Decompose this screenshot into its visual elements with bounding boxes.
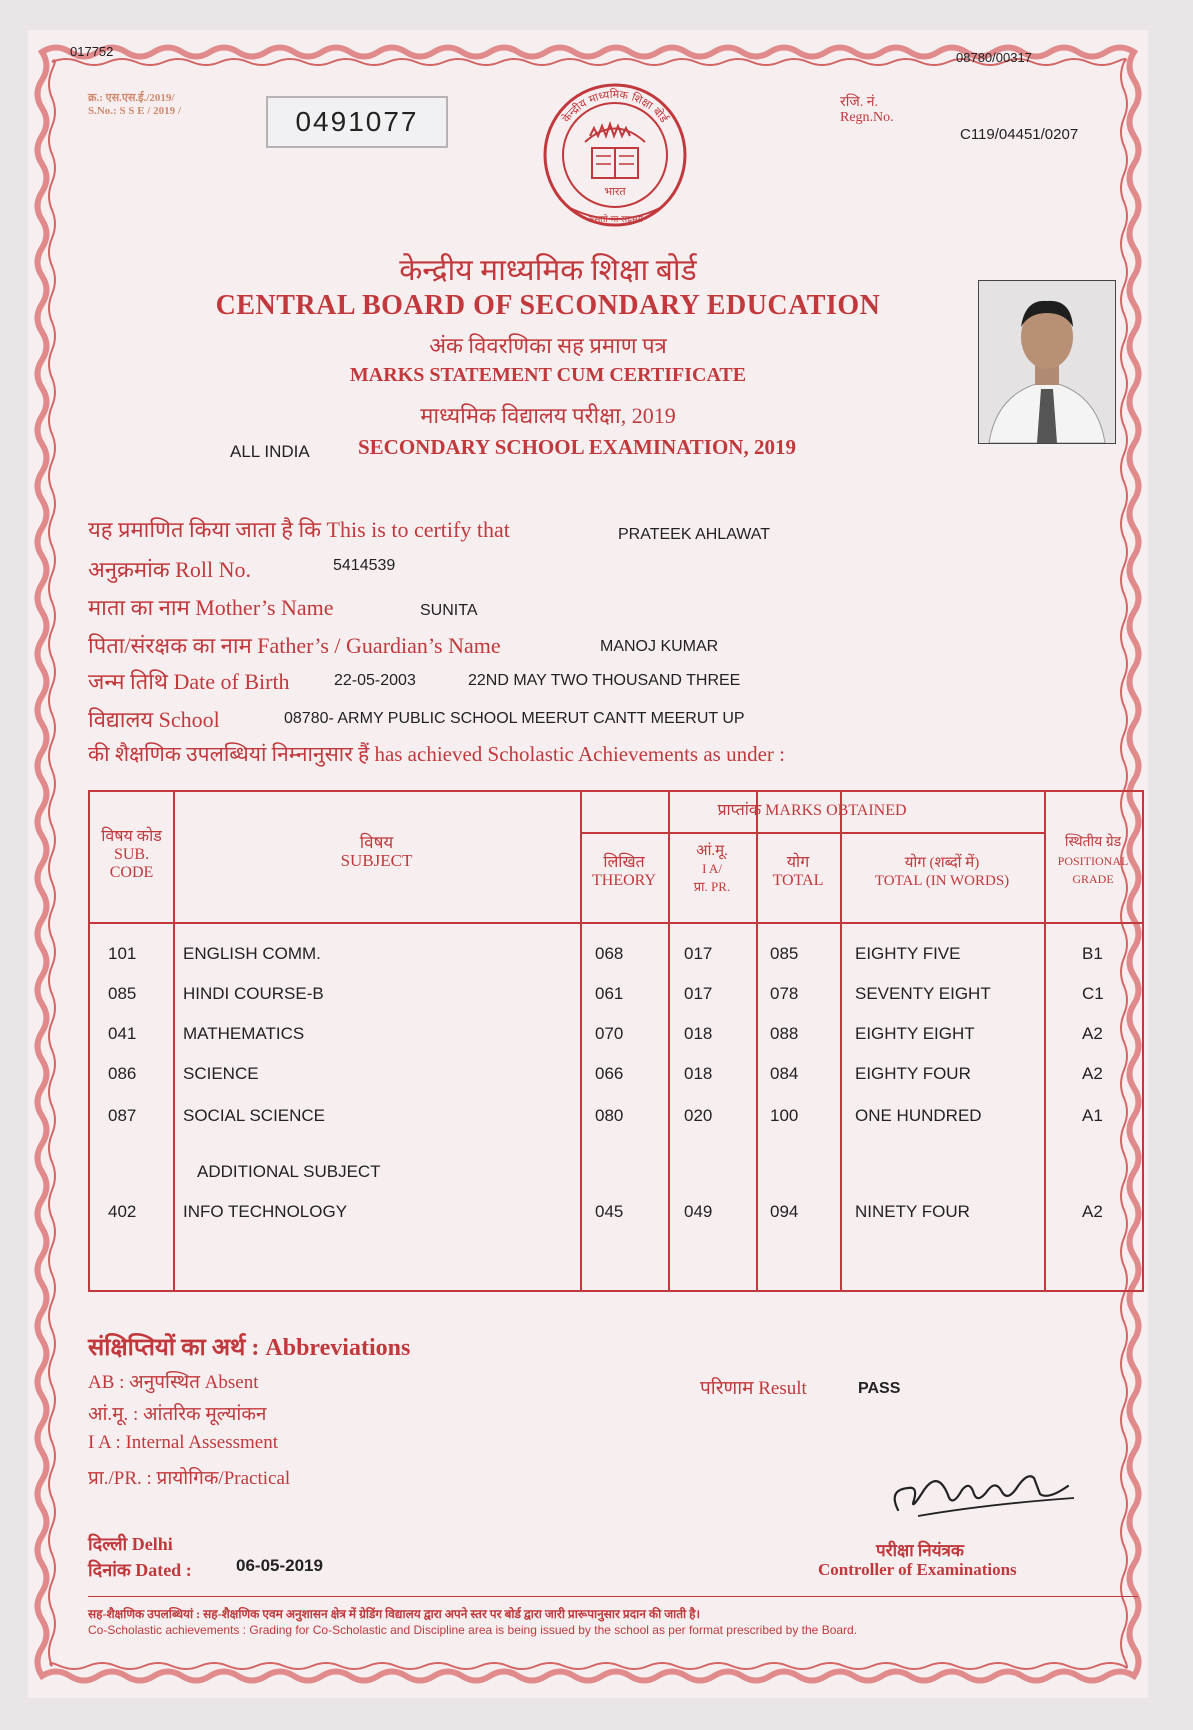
cell-total: 094 — [770, 1202, 799, 1221]
footer-divider — [88, 1596, 1138, 1597]
cell-subject: SCIENCE — [183, 1064, 259, 1083]
exam-scope: ALL INDIA — [230, 442, 310, 461]
cell-code: 085 — [108, 984, 137, 1003]
header-code-en: SUB. CODE — [109, 846, 154, 881]
header-ia-pr: प्रा. PR. — [693, 879, 731, 894]
serial-number-right: 08780/00317 — [956, 50, 1032, 65]
result-label: परिणाम Result — [700, 1378, 807, 1399]
header-code-hi: विषय कोड — [101, 828, 162, 845]
cell-ia: 017 — [684, 944, 713, 963]
exam-name: SECONDARY SCHOOL EXAMINATION, 2019 — [358, 435, 796, 459]
header-marks-obtained: प्राप्तांक MARKS OBTAINED — [717, 802, 907, 819]
board-name-hindi: केन्द्रीय माध्यमिक शिक्षा बोर्ड — [399, 254, 697, 287]
achievements-label: की शैक्षणिक उपलब्धियां निम्नानुसार हैं has achieved Scholastic Achievements as under : — [88, 742, 785, 766]
abbreviations-title: संक्षिप्तियों का अर्थ : Abbreviations — [88, 1335, 411, 1361]
header-theory — [580, 854, 668, 890]
regn-label: Regn.No. — [840, 110, 894, 125]
abbreviation-item: प्रा./PR. : प्रायोगिक/Practical — [88, 1468, 291, 1489]
certify-label: यह प्रमाणित किया जाता है कि This is to certify that — [88, 517, 510, 542]
cell-theory: 066 — [595, 1064, 624, 1083]
document-title-hindi: अंक विवरणिका सह प्रमाण पत्र — [429, 333, 667, 358]
student-name: PRATEEK AHLAWAT — [618, 526, 771, 543]
seal-bottom-text: भारत — [604, 185, 626, 198]
cell-grade: A2 — [1082, 1024, 1103, 1043]
header-subject-hi: विषय — [359, 833, 394, 852]
cell-grade: C1 — [1082, 984, 1104, 1003]
school-name: 08780- ARMY PUBLIC SCHOOL MEERUT CANTT MEERUT UP — [284, 710, 745, 727]
header-theory-hi: लिखित — [603, 854, 645, 871]
cell-words: EIGHTY FIVE — [855, 944, 961, 963]
header-grade-hi: स्थितीय ग्रेड — [1064, 835, 1122, 850]
exam-name-hindi: माध्यमिक विद्यालय परीक्षा, 2019 — [420, 403, 676, 428]
cell-words: EIGHTY FOUR — [855, 1064, 971, 1083]
roll-label: अनुक्रमांक Roll No. — [88, 557, 251, 582]
certificate-serial-number: 0491077 — [266, 96, 448, 148]
father-name: MANOJ KUMAR — [600, 638, 719, 655]
abbreviation-item: I A : Internal Assessment — [88, 1432, 278, 1453]
cell-theory: 061 — [595, 984, 624, 1003]
cell-subject: HINDI COURSE-B — [183, 984, 324, 1003]
co-scholastic-note-hindi: सह-शैक्षणिक उपलब्धियां : सह-शैक्षणिक एवम अनुशासन क्षेत्र में ग्रेडिंग विद्यालय द्वारा अपने स्तर पर बोर्ड द्वारा जारी प्रारूपानुसार प्रदान की जाती है। — [88, 1607, 701, 1621]
cell-theory: 068 — [595, 944, 624, 963]
regn-number: C119/04451/0207 — [960, 126, 1079, 143]
cell-subject: ENGLISH COMM. — [183, 944, 321, 963]
marks-table — [88, 790, 1144, 1292]
cell-total: 084 — [770, 1064, 799, 1083]
issue-date: 06-05-2019 — [236, 1556, 323, 1575]
cell-ia: 049 — [684, 1202, 713, 1221]
header-grade-en: POSITIONAL GRADE — [1057, 854, 1129, 886]
header-total-hi: योग — [786, 854, 810, 871]
result-value: PASS — [858, 1380, 901, 1397]
certify-line — [88, 514, 510, 544]
seal-motto: असतो मा सद्गमय — [587, 215, 643, 225]
header-words-en: TOTAL (IN WORDS) — [874, 873, 1010, 889]
dob-label: जन्म तिथि Date of Birth — [88, 669, 290, 694]
cell-theory: 045 — [595, 1202, 624, 1221]
additional-subject-label: ADDITIONAL SUBJECT — [197, 1162, 381, 1181]
mother-name: SUNITA — [420, 602, 478, 619]
co-scholastic-note: Co-Scholastic achievements : Grading for Co-Scholastic and Discipline area is being issued by the school as per format prescribed by the Board. — [88, 1623, 858, 1637]
cell-grade: B1 — [1082, 944, 1103, 963]
sno-label — [88, 92, 181, 118]
header-ia-hi: आं.मू. — [696, 843, 728, 859]
header-code — [90, 828, 173, 882]
header-ia — [668, 842, 756, 896]
cell-total: 085 — [770, 944, 799, 963]
cell-words: ONE HUNDRED — [855, 1106, 982, 1125]
sno-label-en: S.No.: S S E / 2019 / — [88, 105, 181, 117]
cell-theory: 080 — [595, 1106, 624, 1125]
cell-code: 101 — [108, 944, 137, 963]
cell-ia: 018 — [684, 1024, 713, 1043]
controller-signature — [878, 1450, 1078, 1530]
cell-grade: A1 — [1082, 1106, 1103, 1125]
cell-ia: 018 — [684, 1064, 713, 1083]
school-label: विद्यालय School — [88, 707, 220, 732]
cell-code: 041 — [108, 1024, 137, 1043]
cell-words: NINETY FOUR — [855, 1202, 970, 1221]
cell-code: 086 — [108, 1064, 137, 1083]
header-subject-en: SUBJECT — [340, 851, 413, 870]
header-subject — [173, 834, 580, 870]
cell-ia: 020 — [684, 1106, 713, 1125]
cell-words: SEVENTY EIGHT — [855, 984, 991, 1003]
cell-code: 087 — [108, 1106, 137, 1125]
serial-number-left: 017752 — [70, 44, 114, 59]
header-total — [756, 854, 840, 890]
header-ia-en: I A/ — [702, 861, 722, 876]
document-title: MARKS STATEMENT CUM CERTIFICATE — [349, 364, 747, 386]
header-total-en: TOTAL — [772, 872, 824, 889]
dated-label: दिनांक Dated : — [88, 1560, 192, 1580]
header-grade — [1044, 834, 1142, 888]
cell-total: 078 — [770, 984, 799, 1003]
cell-ia: 017 — [684, 984, 713, 1003]
student-photo — [978, 280, 1116, 444]
header-theory-en: THEORY — [592, 872, 656, 889]
mother-label: माता का नाम Mother’s Name — [88, 595, 334, 620]
roll-number: 5414539 — [333, 557, 396, 574]
header-total-words — [840, 854, 1044, 890]
father-label: पिता/संरक्षक का नाम Father’s / Guardian’s Name — [88, 633, 501, 658]
cell-subject: MATHEMATICS — [183, 1024, 305, 1043]
cell-grade: A2 — [1082, 1202, 1103, 1221]
cell-code: 402 — [108, 1202, 137, 1221]
cell-grade: A2 — [1082, 1064, 1103, 1083]
certificate-sheet — [28, 30, 1148, 1698]
regn-label-hi: रजि. नं. — [840, 95, 879, 110]
cell-subject: SOCIAL SCIENCE — [183, 1106, 326, 1125]
sno-label-hi: क्र.: एस.एस.ई./2019/ — [88, 92, 175, 104]
cell-subject: INFO TECHNOLOGY — [183, 1202, 348, 1221]
cbse-seal-logo — [540, 80, 690, 240]
header-words-hi: योग (शब्दों में) — [904, 855, 980, 871]
cell-total: 100 — [770, 1106, 799, 1125]
board-name: CENTRAL BOARD OF SECONDARY EDUCATION — [215, 290, 881, 321]
cell-theory: 070 — [595, 1024, 624, 1043]
abbreviation-item: आं.मू. : आंतरिक मूल्यांकन — [88, 1404, 267, 1425]
abbreviation-item: AB : अनुपस्थित Absent — [88, 1372, 259, 1393]
cell-words: EIGHTY EIGHT — [855, 1024, 975, 1043]
seal-top-text: केन्द्रीय माध्यमिक शिक्षा बोर्ड — [559, 87, 671, 125]
date-of-birth-words: 22ND MAY TWO THOUSAND THREE — [468, 672, 741, 689]
place-of-issue: दिल्ली Delhi — [88, 1534, 173, 1554]
controller-title-hindi: परीक्षा नियंत्रक — [876, 1541, 964, 1560]
cell-total: 088 — [770, 1024, 799, 1043]
controller-title: Controller of Examinations — [818, 1560, 1017, 1579]
date-of-birth: 22-05-2003 — [334, 672, 416, 689]
